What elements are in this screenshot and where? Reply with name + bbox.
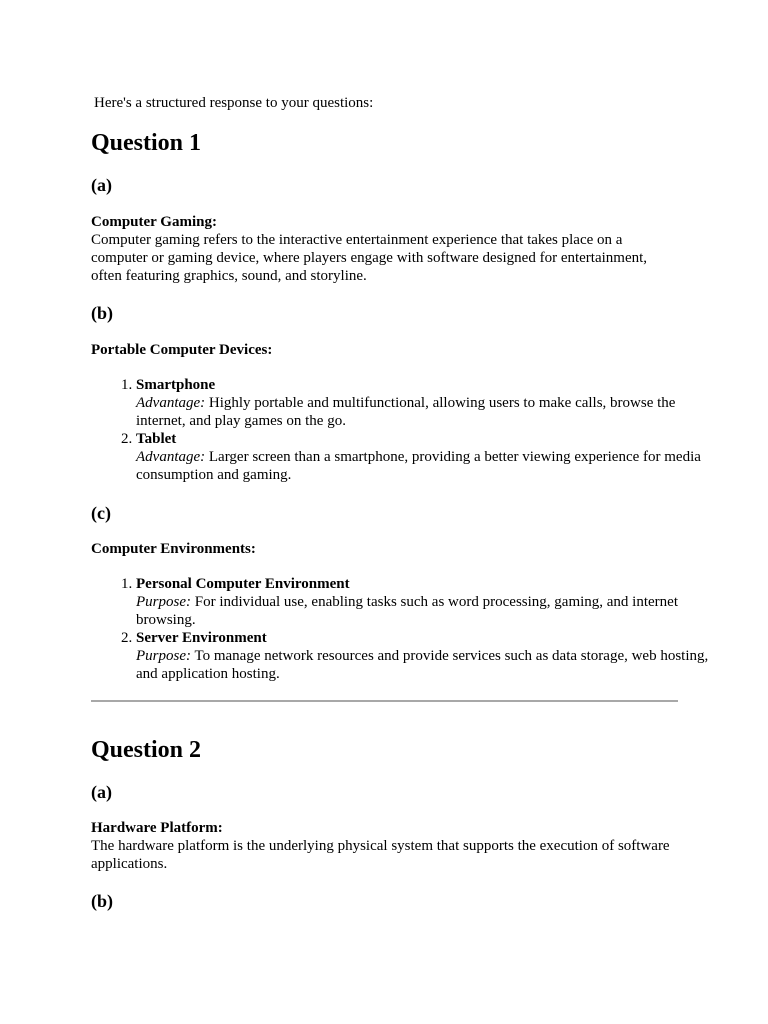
list-item-kind: Purpose:	[136, 648, 191, 664]
list-item-text: Highly portable and multifunctional, allowing users to make calls, browse the internet, and play games on the go.	[136, 395, 676, 429]
q1-part-a-label: (a)	[91, 175, 112, 195]
list-item	[136, 430, 723, 484]
q1-part-b-heading: Portable Computer Devices:	[91, 342, 273, 358]
intro-text: Here's a structured response to your questions:	[94, 95, 374, 111]
list-item-title: 1. Personal Computer Environment	[136, 576, 350, 592]
list-item	[136, 376, 723, 430]
list-item-kind: Advantage:	[136, 449, 206, 465]
q1-part-c-list	[91, 575, 723, 683]
list-item-text: To manage network resources and provide services such as data storage, web hosting, and application hosting.	[136, 648, 709, 682]
q1-part-b-label: (b)	[91, 303, 113, 323]
list-item-kind: Purpose:	[136, 594, 191, 610]
list-item-text: For individual use, enabling tasks such as word processing, gaming, and internet browsing.	[136, 594, 678, 628]
q1-part-c-heading: Computer Environments:	[91, 541, 256, 557]
list-item-kind: Advantage:	[136, 395, 206, 411]
q1-part-a-definition	[91, 213, 678, 285]
question-2-heading: Question 2	[91, 737, 202, 763]
list-item-text: Larger screen than a smartphone, providing a better viewing experience for media consumption and gaming.	[136, 449, 701, 483]
list-item-title: 2. Tablet	[136, 431, 177, 447]
list-item-title: 2. Server Environment	[136, 630, 267, 646]
q2-part-a-label: (a)	[91, 782, 112, 802]
q2-part-a-text: The hardware platform is the underlying physical system that supports the execution of software applications.	[91, 838, 670, 872]
list-item	[136, 629, 723, 683]
q2-part-a-definition	[91, 819, 678, 873]
q1-part-a-text: Computer gaming refers to the interactive entertainment experience that takes place on a computer or gaming device, where players engage with software designed for entertainment, often featuring graphics, sound, and storyline.	[91, 232, 648, 284]
q2-part-b-label: (b)	[91, 891, 113, 911]
list-item-title: 1. Smartphone	[136, 377, 216, 393]
q1-part-a-term: Computer Gaming:	[91, 214, 217, 230]
list-item	[136, 575, 723, 629]
question-1-heading: Question 1	[91, 130, 202, 156]
q1-part-c-label: (c)	[91, 503, 111, 523]
q2-part-a-term: Hardware Platform:	[91, 820, 223, 836]
q1-part-b-list	[91, 376, 723, 484]
section-divider	[91, 700, 678, 702]
